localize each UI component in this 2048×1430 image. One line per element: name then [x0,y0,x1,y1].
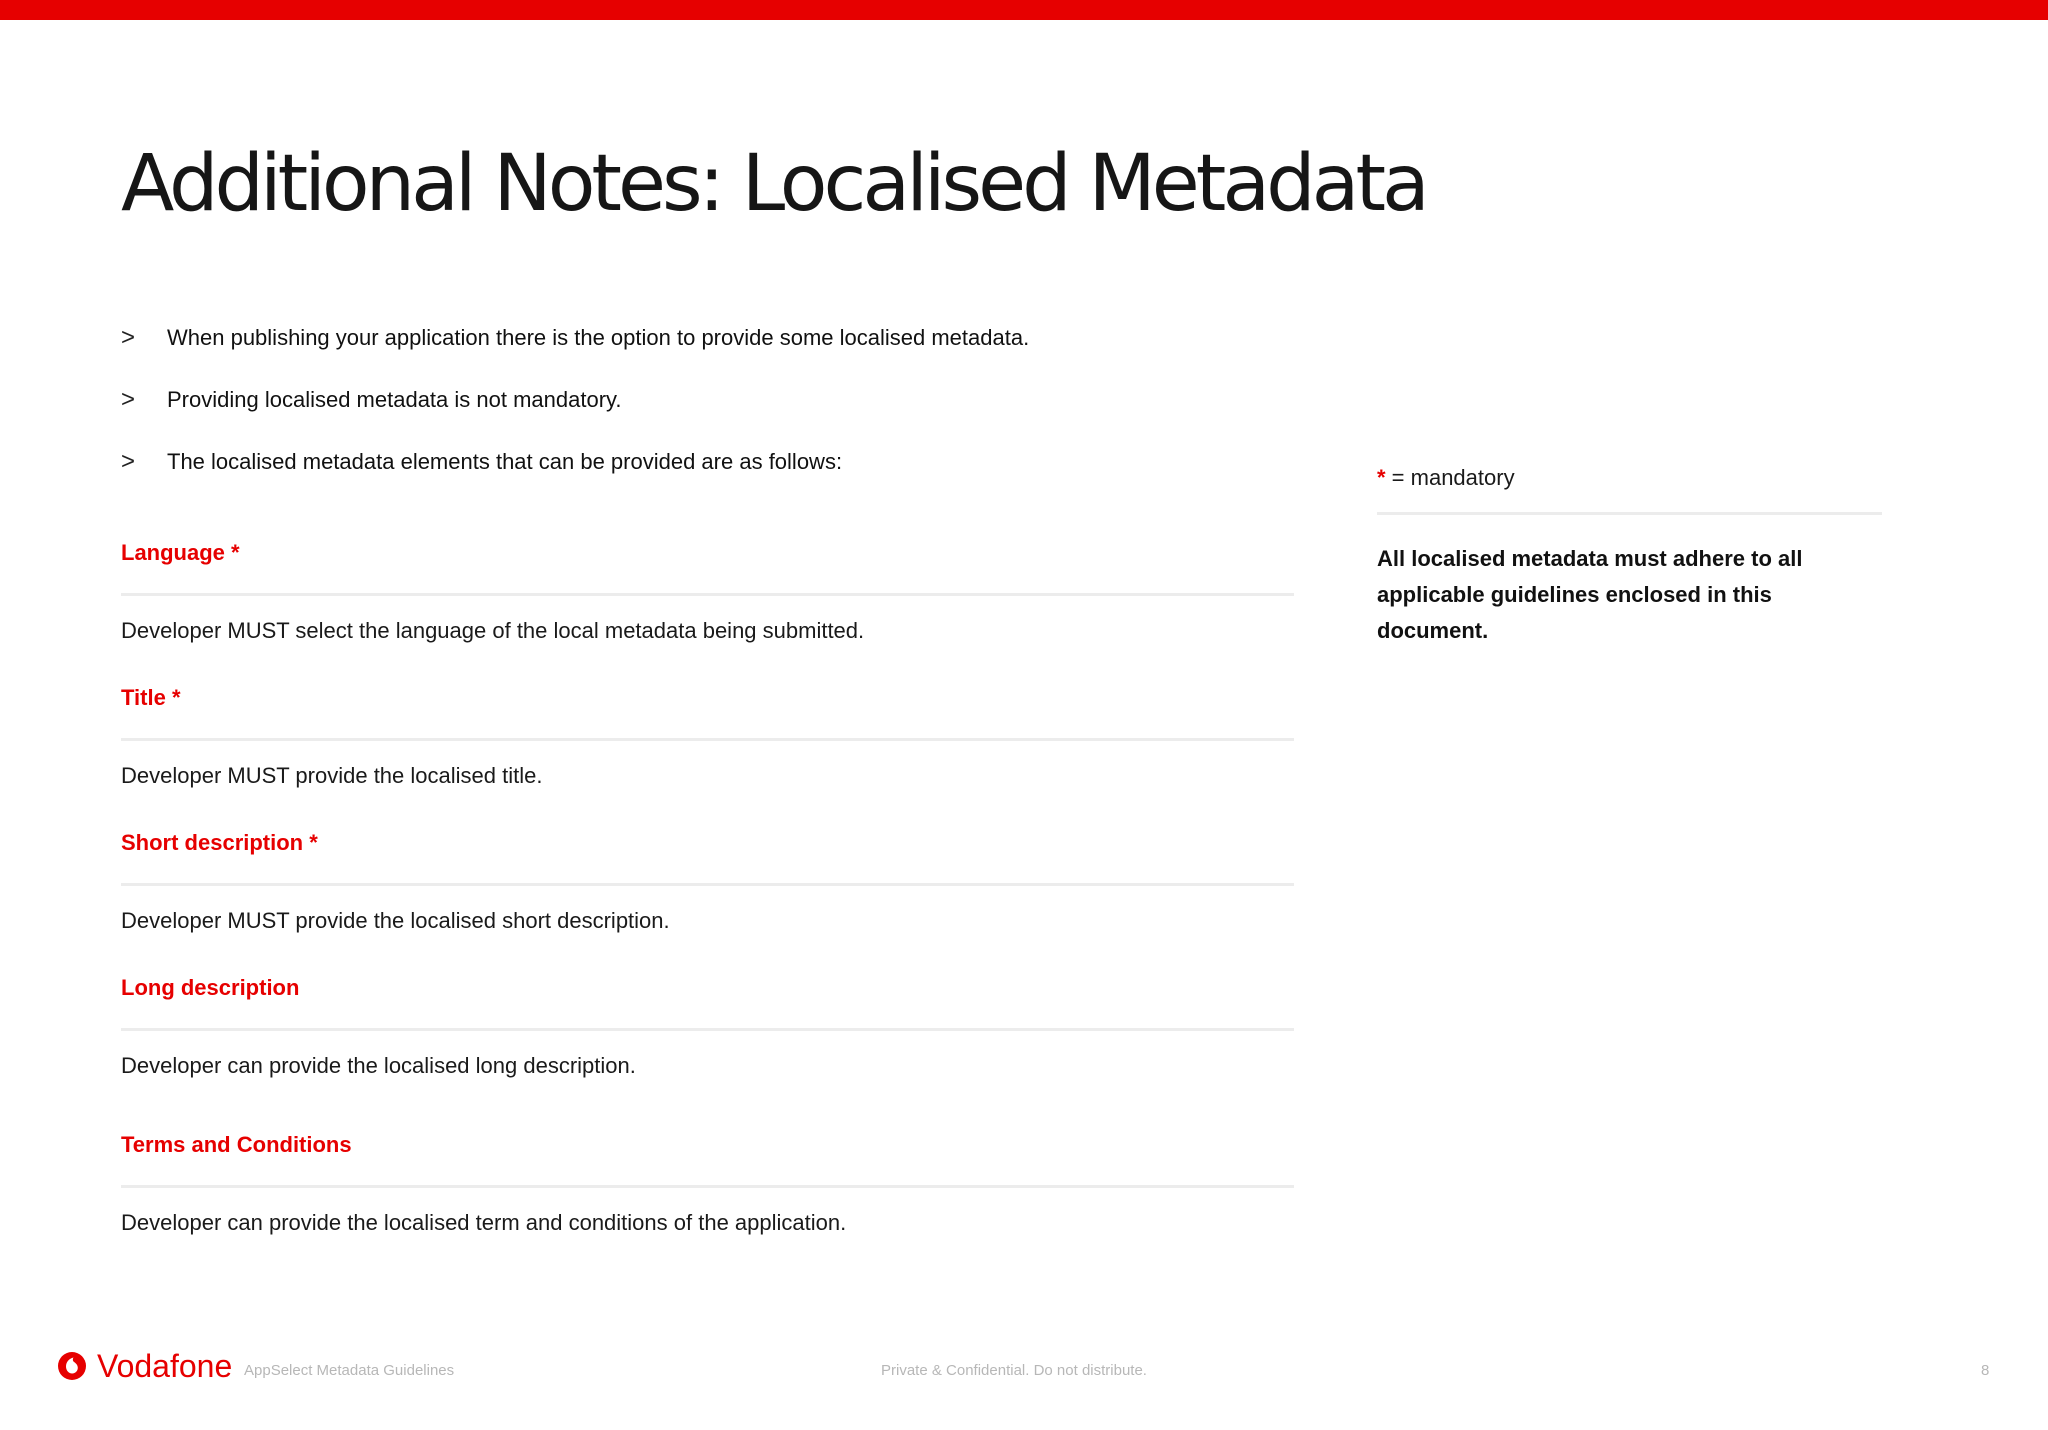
brand-name: Vodafone [97,1348,233,1384]
divider [121,883,1294,886]
section-description: Developer MUST select the language of the local metadata being submitted. [121,618,865,643]
asterisk-icon: * [1377,465,1386,490]
vodafone-logo-icon [57,1351,87,1381]
bullet-item [121,320,1029,382]
bullet-list [121,320,1029,506]
bullet-text: When publishing your application there is the option to provide some localised metadata. [167,325,1030,350]
guideline-note: All localised metadata must adhere to all applicable guidelines enclosed in this document. [1377,546,1803,643]
legend-text: = mandatory [1385,465,1515,490]
section-heading: Short description * [121,830,318,855]
section-heading: Title * [121,685,181,710]
section-description: Developer MUST provide the localised short description. [121,908,670,933]
side-note [1377,458,1882,649]
divider [1377,512,1882,515]
metadata-sections [121,535,1294,1272]
section-description: Developer can provide the localised term and conditions of the application. [121,1210,847,1235]
chevron-right-icon: > [121,324,136,351]
bullet-text: Providing localised metadata is not mandatory. [167,387,622,412]
divider [121,593,1294,596]
brand [57,1348,232,1384]
section-terms-and-conditions [121,1127,1294,1272]
bullet-item [121,382,1029,444]
top-accent-bar [0,0,2048,20]
section-heading: Language * [121,540,240,565]
section-long-description [121,970,1294,1127]
chevron-right-icon: > [121,448,136,475]
document-name: AppSelect Metadata Guidelines [244,1362,455,1379]
footer [0,1340,2048,1400]
mandatory-legend [1377,458,1882,498]
divider [121,1185,1294,1188]
section-language [121,535,1294,680]
section-description: Developer can provide the localised long description. [121,1053,636,1078]
divider [121,1028,1294,1031]
chevron-right-icon: > [121,386,136,413]
section-heading: Terms and Conditions [121,1132,352,1157]
page-title: Additional Notes: Localised Metadata [121,139,1426,229]
confidential-notice: Private & Confidential. Do not distribute. [881,1362,1147,1379]
section-short-description [121,825,1294,970]
page-number: 8 [1981,1362,1990,1379]
bullet-text: The localised metadata elements that can be provided are as follows: [167,449,843,474]
section-description: Developer MUST provide the localised title. [121,763,543,788]
divider [121,738,1294,741]
section-title [121,680,1294,825]
bullet-item [121,444,1029,506]
section-heading: Long description [121,975,300,1000]
